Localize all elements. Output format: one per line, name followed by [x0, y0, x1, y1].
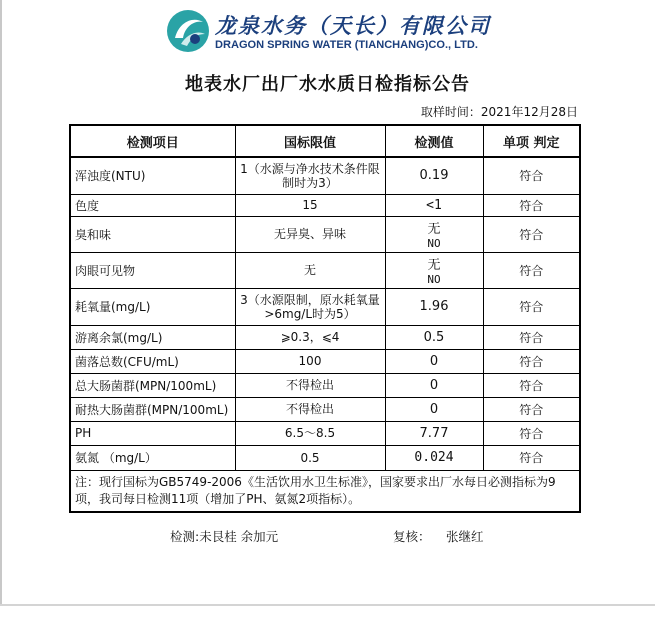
verdict-cell: 符合: [483, 216, 580, 252]
value-cell: 0: [385, 349, 483, 373]
item-cell: 耗氧量(mg/L): [70, 288, 235, 325]
value-cell: 无 NO: [385, 252, 483, 288]
item-cell: 菌落总数(CFU/mL): [70, 349, 235, 373]
limit-cell: 不得检出: [235, 397, 385, 421]
limit-cell: 无异臭、异味: [235, 216, 385, 252]
table-row: [70, 397, 580, 421]
reviewer-label: 复核：: [393, 529, 431, 544]
company-name-cn: 龙泉水务（天长）有限公司: [215, 13, 491, 38]
limit-cell: 不得检出: [235, 373, 385, 397]
item-cell: 浑浊度(NTU): [70, 157, 235, 194]
item-cell: 游离余氯(mg/L): [70, 325, 235, 349]
table-header-row: [70, 125, 580, 157]
verdict-cell: 符合: [483, 252, 580, 288]
verdict-cell: 符合: [483, 288, 580, 325]
reviewer-name: 张继红: [446, 529, 484, 544]
verdict-cell: 符合: [483, 373, 580, 397]
verdict-cell: 符合: [483, 349, 580, 373]
verdict-cell: 符合: [483, 157, 580, 194]
limit-cell: 100: [235, 349, 385, 373]
table-row: [70, 445, 580, 470]
table-row: [70, 216, 580, 252]
header-value: 检测值: [385, 125, 483, 157]
table-row: [70, 349, 580, 373]
inspector-signature: 检测:未艮桂 余加元: [170, 529, 279, 544]
company-name-en: DRAGON SPRING WATER (TIANCHANG)CO., LTD.: [215, 39, 478, 51]
limit-cell: 0.5: [235, 445, 385, 470]
value-cell: 0: [385, 397, 483, 421]
table-row: [70, 157, 580, 194]
header-limit: 国标限值: [235, 125, 385, 157]
table-row: [70, 194, 580, 216]
value-cell: 0.5: [385, 325, 483, 349]
company-logo: [165, 8, 495, 58]
value-cell: 0.19: [385, 157, 483, 194]
note-text: 注：现行国标为GB5749-2006《生活饮用水卫生标准》，国家要求出厂水每日必测指标为9项，我司每日检测11项（增加了PH、氨氮2项指标）。: [70, 470, 580, 512]
item-cell: 耐热大肠菌群(MPN/100mL): [70, 397, 235, 421]
verdict-cell: 符合: [483, 325, 580, 349]
table-row: [70, 373, 580, 397]
water-drop-logo-icon: [165, 8, 211, 54]
table-row: [70, 288, 580, 325]
table-row: [70, 325, 580, 349]
item-cell: 色度: [70, 194, 235, 216]
item-cell: 氨氮 （mg/L）: [70, 445, 235, 470]
value-cell: 0.024: [385, 445, 483, 470]
item-cell: 臭和味: [70, 216, 235, 252]
value-cell: 0: [385, 373, 483, 397]
header-verdict: 单项 判定: [483, 125, 580, 157]
limit-cell: 无: [235, 252, 385, 288]
item-cell: 总大肠菌群(MPN/100mL): [70, 373, 235, 397]
sample-time: 取样时间：2021年12月28日: [420, 105, 578, 119]
table-row: [70, 421, 580, 445]
value-cell: <1: [385, 194, 483, 216]
verdict-cell: 符合: [483, 445, 580, 470]
page-title: 地表水厂出厂水水质日检指标公告: [185, 74, 470, 95]
header-item: 检测项目: [70, 125, 235, 157]
value-cell: 1.96: [385, 288, 483, 325]
item-cell: PH: [70, 421, 235, 445]
table-row: [70, 252, 580, 288]
limit-cell: 3（水源限制，原水耗氧量>6mg/L时为5）: [235, 288, 385, 325]
verdict-cell: 符合: [483, 194, 580, 216]
limit-cell: ⩾0.3，⩽4: [235, 325, 385, 349]
limit-cell: 15: [235, 194, 385, 216]
note-row: [70, 470, 580, 512]
verdict-cell: 符合: [483, 421, 580, 445]
item-cell: 肉眼可见物: [70, 252, 235, 288]
page-edge-bottom: [0, 604, 655, 606]
verdict-cell: 符合: [483, 397, 580, 421]
water-quality-table: [69, 124, 581, 513]
value-cell: 7.77: [385, 421, 483, 445]
limit-cell: 1（水源与净水技术条件限制时为3）: [235, 157, 385, 194]
value-cell: 无 NO: [385, 216, 483, 252]
limit-cell: 6.5～8.5: [235, 421, 385, 445]
